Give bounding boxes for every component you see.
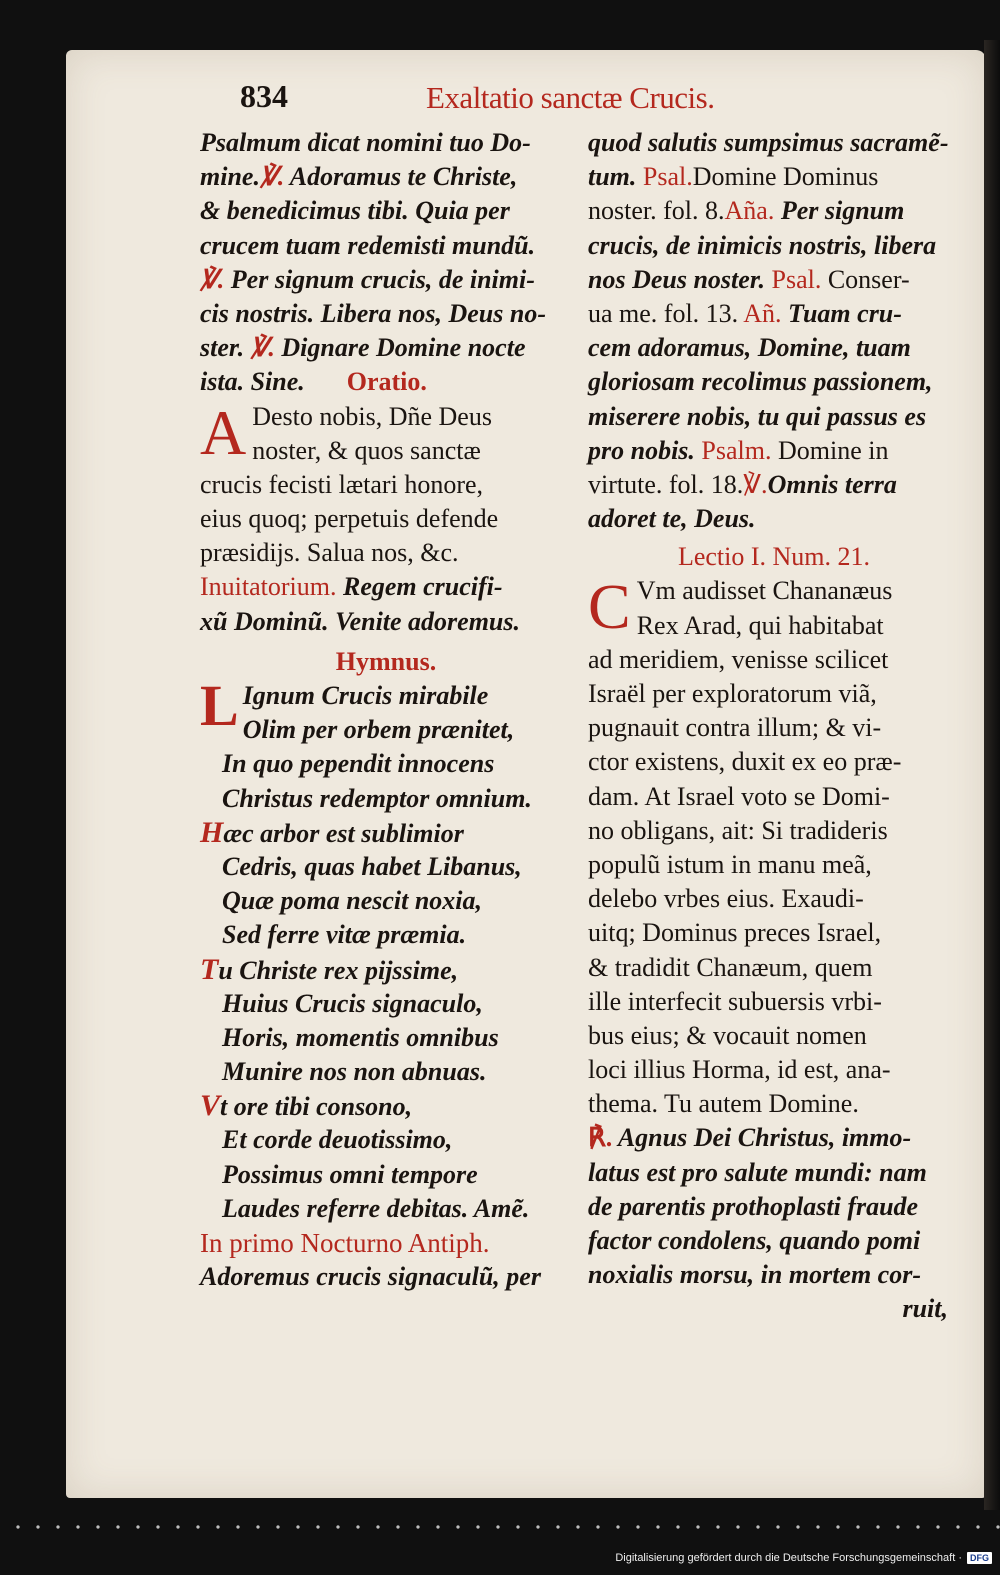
stanza-initial: H (200, 815, 224, 849)
versicle-mark: ℣. (743, 469, 768, 499)
page-number: 834 (240, 78, 288, 114)
text-line: delebo vrbes eius. Exaudi- (588, 884, 864, 914)
text-line: uitq; Dominus preces Israel, (588, 918, 882, 948)
right-column (588, 126, 960, 1327)
dfg-logo: DFG (967, 1552, 992, 1564)
psalm-label: Psalm. (701, 435, 772, 465)
response-mark: ℟. (588, 1123, 613, 1153)
versicle-mark: ℣. (259, 162, 285, 192)
text-line: Adoremus crucis signaculũ, per (200, 1262, 541, 1292)
text-line: Laudes referre debitas. Amẽ. (222, 1193, 530, 1223)
text-line: ster. ℣. Dignare Domine nocte (200, 333, 526, 363)
text-line: Christus redemptor omnium. (222, 783, 532, 813)
left-column (200, 126, 572, 1294)
text-line: populũ istum in manu meã, (588, 849, 872, 879)
text-line: pro nobis. Psalm. Domine in (588, 435, 889, 465)
text-line: Horis, momentis omnibus (222, 1022, 499, 1052)
psalm-label: Psal. (771, 264, 822, 294)
text-line: bus eius; & vocauit nomen (588, 1020, 867, 1050)
text-line: factor condolens, quando pomi (588, 1226, 921, 1255)
text-line: crucem tuam redemisti mundũ. (200, 230, 536, 260)
text-line: nos Deus noster. Psal. Conser- (588, 264, 910, 294)
text-line: thema. Tu autem Domine. (588, 1089, 859, 1119)
running-title: Exaltatio sanctæ Crucis. (426, 80, 715, 115)
text-line: præsidijs. Salua nos, &c. (200, 538, 459, 568)
text-line: Et corde deuotissimo, (222, 1125, 453, 1155)
oratio-paragraph: A Desto nobis, Dñe Deus noster, & quos sanctæ (200, 399, 492, 468)
antiphon-label: Aña. (724, 196, 775, 226)
text-line: Hæc arbor est sublimior (200, 815, 464, 849)
text-line: crucis fecisti lætari honore, (200, 469, 484, 499)
text-line: ille interfecit subuersis vrbi- (588, 986, 882, 1016)
text-line: Quæ poma nescit noxia, (222, 886, 483, 916)
text-line: adoret te, Deus. (588, 504, 756, 534)
text-line: & benedicimus tibi. Quia per (200, 196, 510, 226)
catchword: ruit, (902, 1294, 948, 1324)
text-line: cis nostris. Libera nos, Deus no- (200, 298, 546, 328)
text-line: Munire nos non abnuas. (222, 1057, 487, 1087)
text-line: xũ Dominũ. Venite adoremus. (200, 606, 521, 636)
text-line: ℟. Agnus Dei Christus, immo- (588, 1123, 912, 1153)
text-line: Inuitatorium. Regem crucifi- (200, 572, 503, 602)
text-line: & tradidit Chanæum, quem (588, 952, 873, 982)
drop-capital: C (588, 574, 631, 643)
text-line: gloriosam recolimus passionem, (588, 367, 933, 397)
text-line: Vt ore tibi consono, (200, 1089, 413, 1123)
text-line: ad meridiem, venisse scilicet (588, 644, 889, 674)
drop-capital: L (200, 679, 239, 738)
nocturno-heading: In primo Nocturno Antiph. (200, 1228, 490, 1258)
text-line: tum. Psal.Domine Dominus (588, 162, 879, 192)
text-line: ua me. fol. 13. Añ. Tuam cru- (588, 298, 902, 328)
versicle-mark: ℣. (200, 264, 225, 294)
hymn-stanza: L Ignum Crucis mirabile Olim per orbem prænitet, (200, 679, 515, 745)
footer-text: Digitalisierung gefördert durch die Deutsche Forschungsgemeinschaft · (615, 1552, 962, 1564)
text-line: noster. fol. 8.Aña. Per signum (588, 196, 905, 226)
text-line: cem adoramus, Domine, tuam (588, 333, 911, 363)
text-line: In quo pependit innocens (222, 749, 495, 779)
text-line: Cedris, quas habet Libanus, (222, 851, 522, 881)
text-line: Sed ferre vitæ præmia. (222, 920, 467, 950)
inuitatorium-label: Inuitatorium. (200, 572, 337, 602)
stanza-initial: V (200, 1089, 221, 1123)
text-line: Huius Crucis signaculo, (222, 988, 483, 1018)
lectio-paragraph: C Vm audisset Chananæus Rex Arad, qui habitabat (588, 574, 893, 643)
text-line: pugnauit contra illum; & vi- (588, 713, 882, 743)
text-line: ℣. Per signum crucis, de inimi- (200, 264, 535, 294)
text-line: noxialis morsu, in mortem cor- (588, 1260, 921, 1290)
scan-border-dots (0, 1520, 1000, 1534)
text-line: latus est pro salute mundi: nam (588, 1157, 927, 1187)
text-line: dam. At Israel voto se Domi- (588, 781, 890, 811)
hymn-title: Hymnus. (335, 646, 437, 676)
text-line: eius quoq; perpetuis defende (200, 504, 499, 534)
lectio-heading: Lectio I. Num. 21. (677, 542, 871, 572)
text-line: quod salutis sumpsimus sacramẽ- (588, 128, 949, 157)
text-line: Tu Christe rex pijssime, (200, 952, 459, 986)
psalm-label: Psal. (642, 162, 693, 192)
text-line: crucis, de inimicis nostris, libera (588, 230, 937, 260)
text-line: ctor existens, duxit ex eo præ- (588, 747, 902, 777)
oratio-heading: Oratio. (346, 367, 427, 397)
book-edge (984, 40, 1000, 1510)
text-line: mine.℣. Adoramus te Christe, (200, 162, 518, 192)
versicle-mark: ℣. (250, 333, 275, 363)
antiphon-label: Añ. (743, 298, 782, 328)
text-line: Possimus omni tempore (222, 1159, 478, 1189)
stanza-initial: T (200, 952, 219, 986)
text-line: miserere nobis, tu qui passus es (588, 401, 927, 431)
text-line: loci illius Horma, id est, ana- (588, 1055, 891, 1085)
text-line: de parentis prothoplasti fraude (588, 1191, 919, 1221)
text-line: virtute. fol. 18.℣.Omnis terra (588, 469, 897, 499)
drop-capital: A (200, 399, 247, 468)
text-line: no obligans, ait: Si tradideris (588, 815, 888, 845)
text-line: Psalmum dicat nomini tuo Do- (200, 128, 531, 157)
text-line: ista. Sine. Oratio. (200, 367, 427, 397)
digitization-footer (615, 1552, 992, 1564)
text-line: Israël per exploratorum viã, (588, 679, 877, 708)
